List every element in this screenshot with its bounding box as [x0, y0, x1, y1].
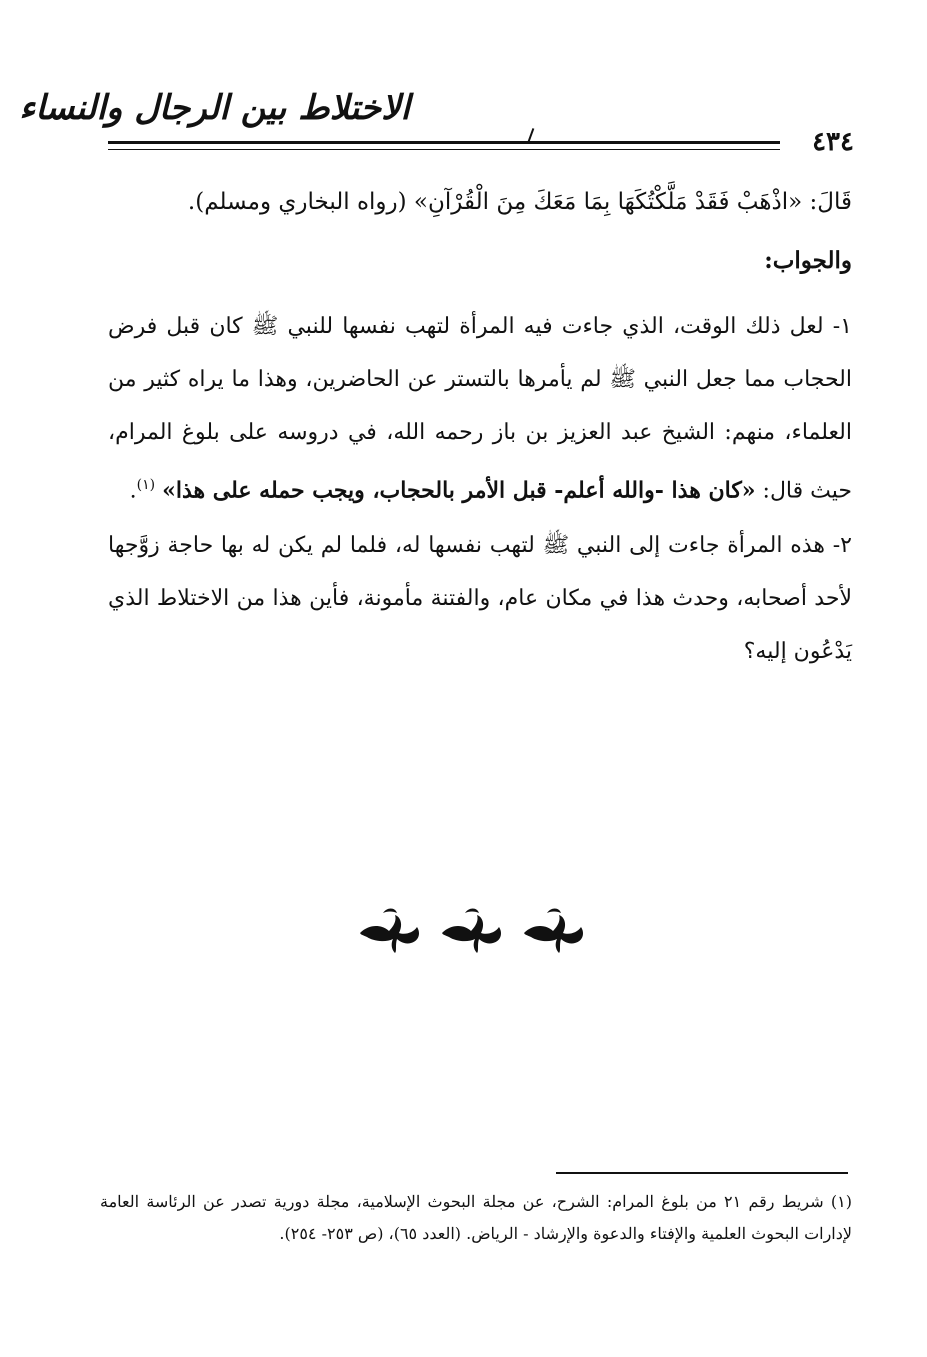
footnote-separator	[556, 1172, 848, 1174]
header-rule-thin	[108, 149, 780, 150]
ornament-motif	[524, 909, 583, 954]
ornament-divider	[355, 905, 600, 955]
ornament-motif	[360, 909, 419, 954]
paragraph-1	[108, 300, 852, 517]
paragraph-2: ٢- هذه المرأة جاءت إلى النبي ﷺ لتهب نفسها له، فلما لم يكن له بها حاجة زوَّجها لأحد أصحابه، وحدث هذا في مكان عام، والفتنة مأمونة، فأين هذا من الاختلاط الذي يَدْعُون إليه؟	[108, 533, 852, 664]
page-number: ٤٣٤	[812, 127, 854, 157]
hadith-line: قَالَ: «اذْهَبْ فَقَدْ مَلَّكْتُكَهَا بِمَا مَعَكَ مِنَ الْقُرْآنِ» (رواه البخاري ومسلم).	[187, 189, 852, 215]
ornament-motif	[442, 909, 501, 954]
paragraph-1-text: ١- لعل ذلك الوقت، الذي جاءت فيه المرأة لتهب نفسها للنبي ﷺ كان قبل فرض الحجاب مما جعل النبي ﷺ لم يأمرها بالتستر عن الحاضرين، وهذا ما يراه كثير من العلماء، منهم: الشيخ عبد العزيز بن باز رحمه الله، في دروسه على بلوغ المرام، حيث قال:	[108, 314, 852, 504]
footnote-reference: (١)	[136, 477, 156, 493]
header-mark	[528, 128, 535, 142]
header-rule	[108, 141, 780, 144]
paragraph-1-end: .	[129, 478, 137, 504]
footnote: (١) شريط رقم ٢١ من بلوغ المرام: الشرح، عن مجلة البحوث الإسلامية، مجلة دورية تصدر عن الرئاسة العامة لإدارات البحوث العلمية والإفتاء والدعوة والإرشاد - الرياض. (العدد ٦٥)، (ص ٢٥٣- ٢٥٤).	[100, 1192, 852, 1243]
running-header-title: الاختلاط بين الرجال والنساء	[19, 88, 410, 128]
paragraph-1-quote: «كان هذا -والله أعلم- قبل الأمر بالحجاب، ويجب حمله على هذا»	[162, 477, 756, 504]
answer-heading: والجواب:	[764, 247, 852, 274]
